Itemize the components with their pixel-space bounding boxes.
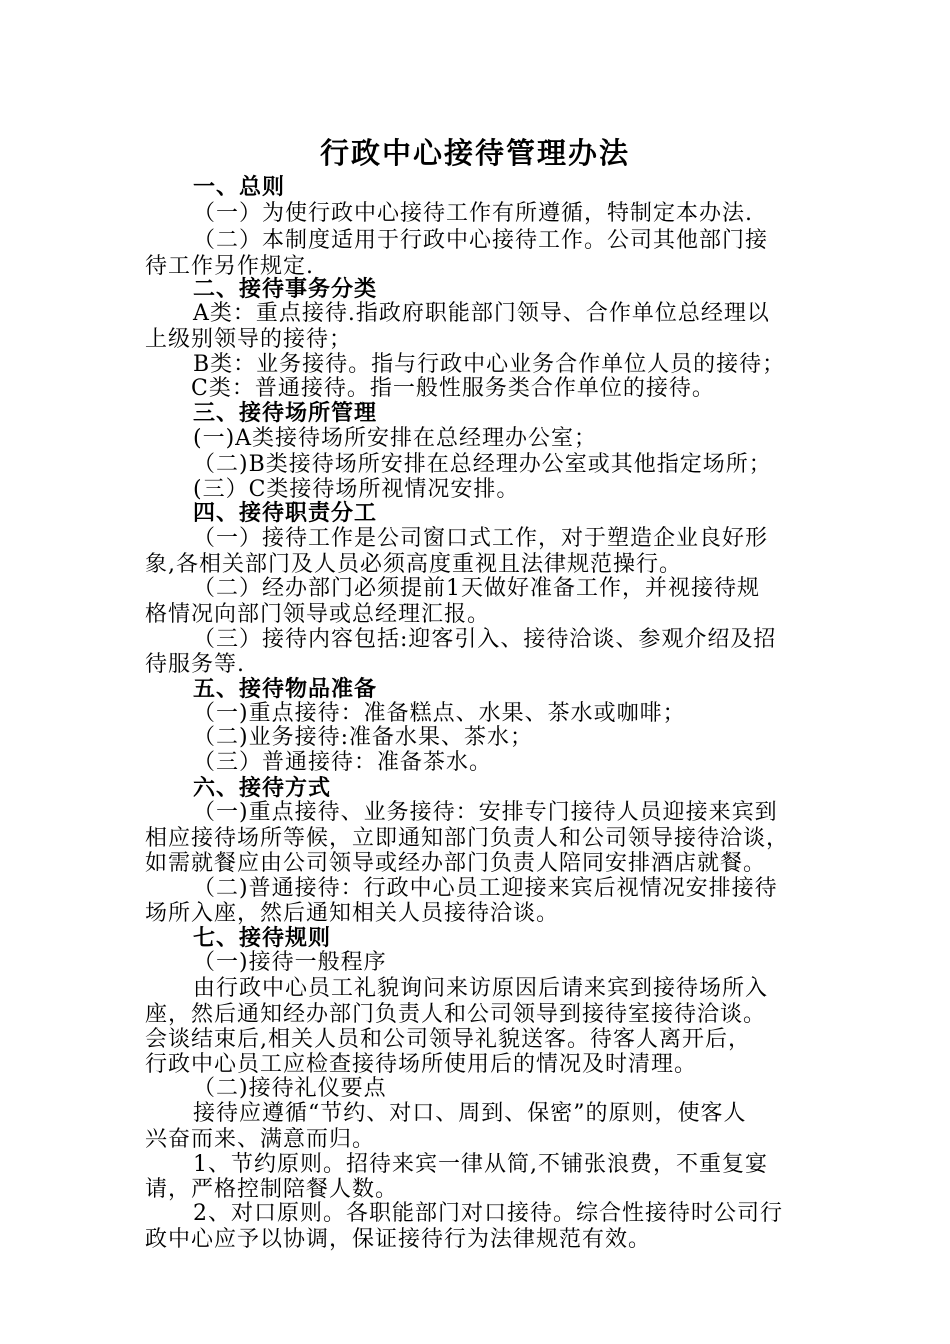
paragraph-line: 政中心应予以协调，保证接待行为法律规范有效。 [145,1227,652,1252]
paragraph-line: (三）C类接待场所视情况安排。 [193,477,520,502]
section-heading-2: 二、接待事务分类 [193,276,378,302]
paragraph-line: 待工作另作规定. [145,254,314,279]
paragraph-line: 接待应遵循“节约、对口、周到、保密”的原则，使客人 [193,1101,747,1126]
section-heading-1: 一、总则 [193,174,286,200]
paragraph-line: （一)重点接待：准备糕点、水果、茶水或咖啡； [193,701,686,726]
paragraph-line: (一)A类接待场所安排在总经理办公室； [193,426,598,451]
section-heading-5: 五、接待物品准备 [193,676,378,702]
page-title: 行政中心接待管理办法 [319,136,630,170]
paragraph-line: （二)普通接待：行政中心员工迎接来宾后视情况安排接待 [193,876,778,901]
paragraph-line: 请，严格控制陪餐人数。 [145,1177,399,1202]
paragraph-line: 座，然后通知经办部门负责人和公司领导到接待室接待洽谈。 [145,1002,767,1027]
section-heading-6: 六、接待方式 [193,775,332,801]
paragraph-line: （一)接待一般程序 [193,950,387,975]
paragraph-line: 会谈结束后,相关人员和公司领导礼貌送客。待客人离开后， [145,1027,751,1052]
paragraph-line: 由行政中心员工礼貌询问来访原因后请来宾到接待场所入 [193,976,769,1001]
paragraph-line: （二）经办部门必须提前1天做好准备工作，并视接待规 [193,576,760,601]
paragraph-line: （二)接待礼仪要点 [193,1076,387,1101]
paragraph-line: （三）接待内容包括:迎客引入、接待洽谈、参观介绍及招 [193,627,777,652]
section-heading-7: 七、接待规则 [193,925,332,951]
paragraph-line: 1、节约原则。招待来宾一律从简,不铺张浪费，不重复宴 [193,1152,768,1177]
paragraph-line: （二)业务接待:准备水果、茶水； [193,725,533,750]
paragraph-line: 如需就餐应由公司领导或经办部门负责人陪同安排酒店就餐。 [145,851,767,876]
paragraph-line: （二)B类接待场所安排在总经理办公室或其他指定场所； [193,452,772,477]
paragraph-line: 相应接待场所等候，立即通知部门负责人和公司领导接待洽谈， [145,826,790,851]
paragraph-line: 2、对口原则。各职能部门对口接待。综合性接待时公司行 [193,1201,783,1226]
paragraph-line: 上级别领导的接待； [145,327,353,352]
paragraph-line: （一）接待工作是公司窗口式工作，对于塑造企业良好形 [193,526,769,551]
paragraph-line: B类：业务接待。指与行政中心业务合作单位人员的接待； [193,352,786,377]
paragraph-line: 兴奋而来、满意而归。 [145,1127,376,1152]
paragraph-line: 象,各相关部门及人员必须高度重视且法律规范操行。 [145,552,682,577]
section-heading-3: 三、接待场所管理 [193,400,378,426]
paragraph-line: （一)重点接待、业务接待：安排专门接待人员迎接来宾到 [193,800,778,825]
paragraph-line: 行政中心员工应检查接待场所使用后的情况及时清理。 [145,1052,698,1077]
section-heading-4: 四、接待职责分工 [193,500,378,526]
paragraph-line: A类：重点接待.指政府职能部门领导、合作单位总经理以 [193,301,770,326]
paragraph-line: （三）普通接待：准备茶水。 [193,750,493,775]
paragraph-line: 格情况向部门领导或总经理汇报。 [145,602,491,627]
paragraph-line: （二）本制度适用于行政中心接待工作。公司其他部门接 [193,228,769,253]
paragraph-line: 待服务等. [145,652,245,677]
paragraph-line: 场所入座，然后通知相关人员接待洽谈。 [145,901,560,926]
paragraph-line: C类：普通接待。指一般性服务类合作单位的接待。 [191,376,715,401]
paragraph-line: （一）为使行政中心接待工作有所遵循，特制定本办法. [193,201,753,226]
